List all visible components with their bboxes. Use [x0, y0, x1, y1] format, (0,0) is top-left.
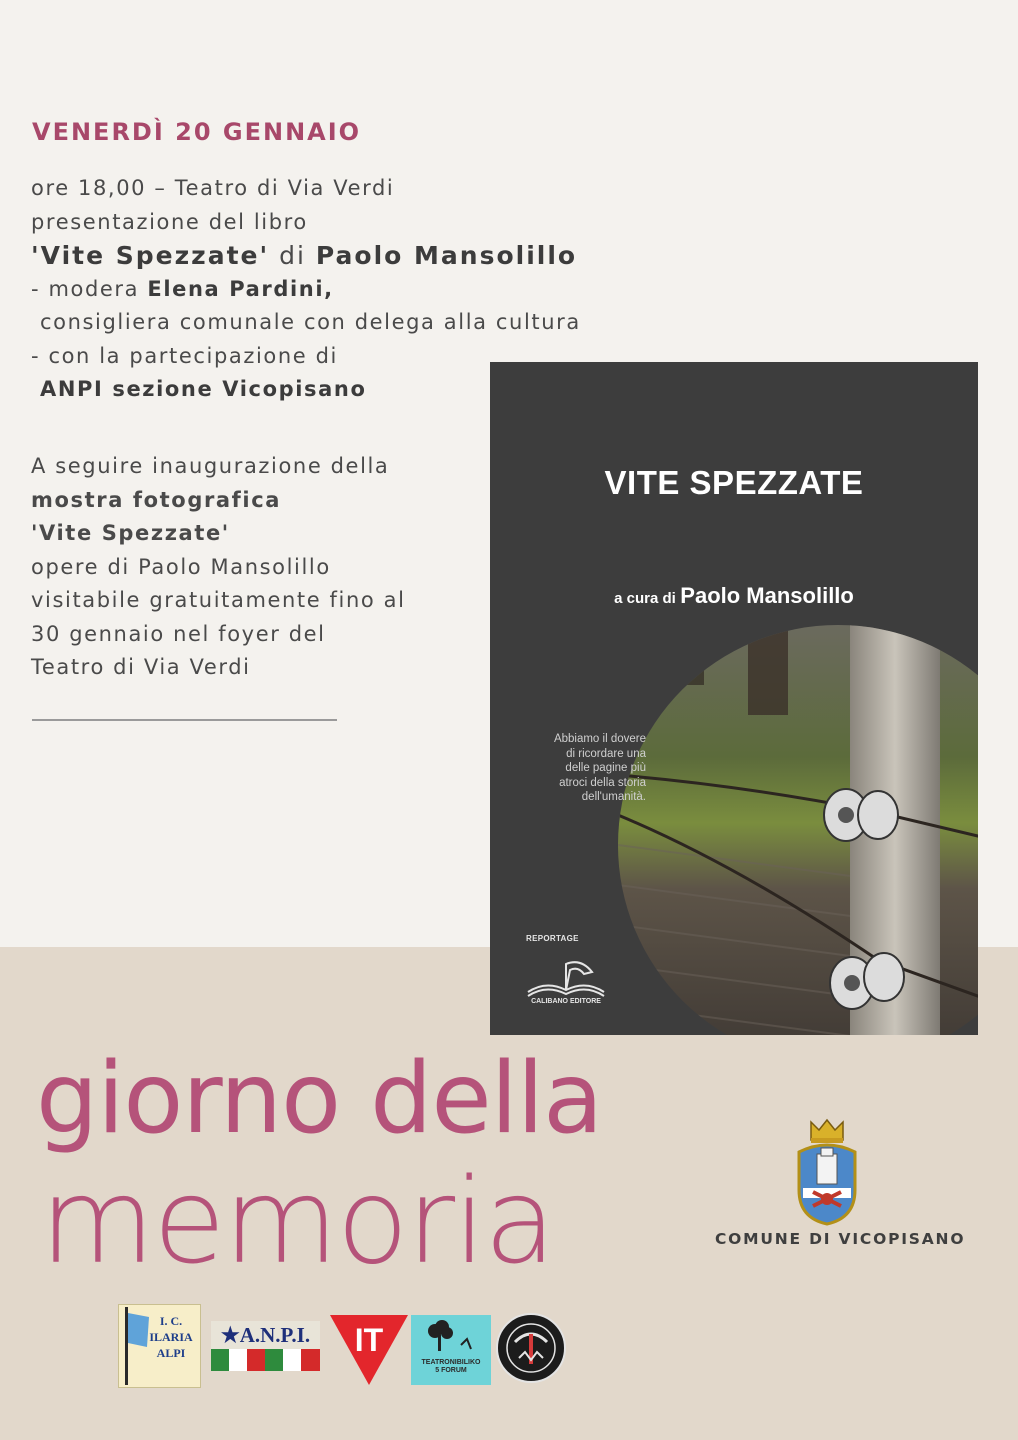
association-circle-logo — [495, 1312, 567, 1384]
anpi-logo — [211, 1321, 320, 1371]
book-cover — [490, 362, 978, 1035]
exhibition-intro: A seguire inaugurazione della — [31, 454, 390, 478]
teatronibiliko-name: TEATRONIBILIKO — [421, 1359, 481, 1366]
book-cover-quote-line: dell'umanità. — [581, 791, 646, 803]
ic-ilaria-alpi-logo — [118, 1304, 201, 1388]
exhibition-visit-1: visitabile gratuitamente fino al — [31, 588, 406, 612]
book-cover-title: VITE SPEZZATE — [604, 464, 864, 501]
ic-logo-text — [145, 1313, 197, 1361]
teatronibiliko-text — [411, 1359, 491, 1375]
event-moderator-prefix: - modera — [31, 276, 140, 301]
book-cover-curator-prefix: a cura di — [614, 590, 676, 607]
book-cover-series: REPORTAGE — [526, 934, 579, 943]
book-cover-quote-line: Abbiamo il dovere — [553, 733, 646, 745]
book-cover-quote — [526, 732, 646, 805]
event-book-line — [31, 239, 581, 273]
tree-icon — [411, 1315, 491, 1359]
book-cover-curator-name: Paolo Mansolillo — [680, 583, 854, 608]
event-author: Paolo Mansolillo — [315, 241, 578, 270]
ic-logo-line: ILARIA — [149, 1330, 193, 1344]
event-participation: - con la partecipazione di — [31, 343, 338, 368]
event-presentation: presentazione del libro — [31, 209, 308, 234]
exhibition-type: mostra fotografica — [31, 487, 282, 512]
book-cover-quote-line: atroci della storia — [559, 776, 646, 789]
event-moderator-role: consigliera comunale con delega alla cultura — [40, 310, 581, 334]
exhibition-visit-3: Teatro di Via Verdi — [31, 655, 251, 679]
event-time-place: ore 18,00 – Teatro di Via Verdi — [31, 176, 395, 200]
book-cover-curator — [490, 583, 978, 609]
exhibition-works: opere di Paolo Mansolillo — [31, 554, 331, 579]
barbed-wire-photo — [618, 625, 978, 1035]
event-book-title: 'Vite Spezzate' — [31, 241, 270, 270]
exhibition-visit-2: 30 gennaio nel foyer del — [31, 621, 326, 646]
anpi-logo-text: ★A.N.P.I. — [220, 1323, 311, 1347]
it-logo-text: IT — [354, 1322, 384, 1358]
teatronibiliko-logo — [411, 1315, 491, 1385]
event-by-word: di — [279, 241, 306, 270]
book-cover-photo — [618, 625, 978, 1035]
open-book-icon — [526, 952, 606, 1002]
book-cover-quote-line: delle pagine più — [565, 762, 646, 774]
book-cover-quote-line: di ricordare una — [566, 747, 646, 760]
event-moderator-line — [31, 273, 581, 307]
municipality-name: COMUNE DI VICOPISANO — [715, 1230, 966, 1248]
teatronibiliko-sub: 5 FORUM — [435, 1367, 467, 1374]
municipality-crest-icon — [795, 1118, 859, 1226]
event-participant: ANPI sezione Vicopisano — [40, 377, 367, 401]
exhibition-details — [31, 450, 406, 685]
exhibition-title: 'Vite Spezzate' — [31, 521, 230, 545]
anpi-flag-stripes — [211, 1349, 320, 1371]
ic-logo-line: ALPI — [156, 1346, 186, 1360]
headline-line-2: memoria — [40, 1152, 555, 1290]
event-moderator-name: Elena Pardini, — [147, 276, 334, 301]
ic-logo-line: I. C. — [159, 1314, 183, 1328]
it-logo — [330, 1315, 408, 1385]
event-date: VENERDÌ 20 GENNAIO — [32, 118, 362, 146]
book-cover-publisher: CALIBANO EDITORE — [531, 998, 601, 1005]
headline-line-1: giorno della — [36, 1042, 603, 1156]
divider-line — [32, 719, 337, 721]
